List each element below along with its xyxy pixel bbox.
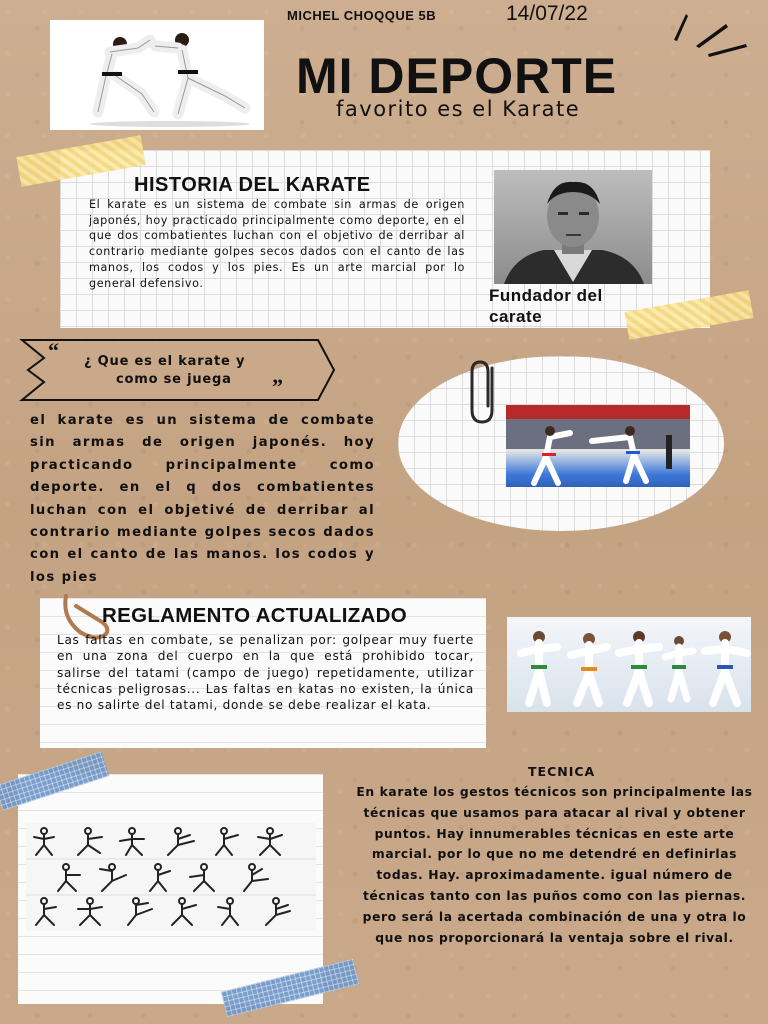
karateka-figure-right	[155, 33, 245, 114]
question-line-2: como se juega	[116, 372, 232, 387]
technique-poses-chart	[26, 823, 316, 931]
founder-photo	[494, 170, 652, 284]
karateka-figure-left	[98, 37, 154, 112]
founder-caption: Fundador del carate	[489, 286, 603, 326]
rules-body: Las faltas en combate, se penalizan por: golpear muy fuerte en una zona del cuerpo en la que está prohibido tocar, salirse del tatami (campo de juego) repetidamente, utilizar técnicas peligrosas... Las faltas en katas no existen, la única es no salirte del tatami, donde se debe realizar el kata.	[57, 633, 474, 713]
kids-photo	[507, 617, 751, 712]
technique-heading: TECNICA	[528, 764, 596, 779]
karate-pair-photo	[50, 20, 264, 130]
competition-photo	[506, 405, 690, 487]
kid-figure-3	[619, 631, 659, 703]
paperclip-icon	[464, 358, 504, 428]
rules-heading: REGLAMENTO ACTUALIZADO	[102, 604, 407, 627]
what-is-body: el karate es un sistema de combate sin armas de origen japonés. hoy practicando principalmente como deporte. en el q dos combatientes luchan con el objetivé de derribar al contrario mediante golpes secos dados con el canto de las manos. los codos y los pies	[30, 413, 375, 585]
history-heading: HISTORIA DEL KARATE	[134, 174, 371, 196]
date-label: 14/07/22	[506, 2, 588, 25]
question-banner	[18, 334, 340, 406]
page-title: MI DEPORTE	[296, 48, 618, 104]
kid-figure-1	[521, 631, 557, 703]
close-quote-icon: ”	[272, 374, 283, 399]
kid-figure-2	[571, 633, 607, 703]
page-subtitle: favorito es el Karate	[336, 97, 581, 121]
kid-figure-4	[665, 636, 693, 699]
kid-figure-5	[705, 631, 747, 703]
history-body: El karate es un sistema de combate sin armas de origen japonés, hoy practicado principalmente como deporte, en el que dos combatientes luchan con el objetivo de derribar al contrario mediante golpes secos dados con el canto de las manos, los codos y los pies. Es un arte marcial por lo general defensivo.	[89, 198, 465, 290]
open-quote-icon: “	[48, 338, 59, 363]
decorative-strokes-icon	[668, 10, 750, 60]
question-line-1: ¿ Que es el karate y	[84, 354, 246, 369]
author-name: MICHEL CHOQQUE 5B	[287, 8, 437, 23]
technique-body: En karate los gestos técnicos son principalmente las técnicas que usamos para atacar al rival y obtener puntos. Hay innumerables técnicas en este arte marcial. por lo que no me detendré en definirlas todas. Hay. aproximadamente. igual número de técnicas tanto con las puños como con las piernas. pero será la acertada combinación de una y otra lo que nos proporcionará la ventaja sobre el rival.	[356, 785, 753, 945]
